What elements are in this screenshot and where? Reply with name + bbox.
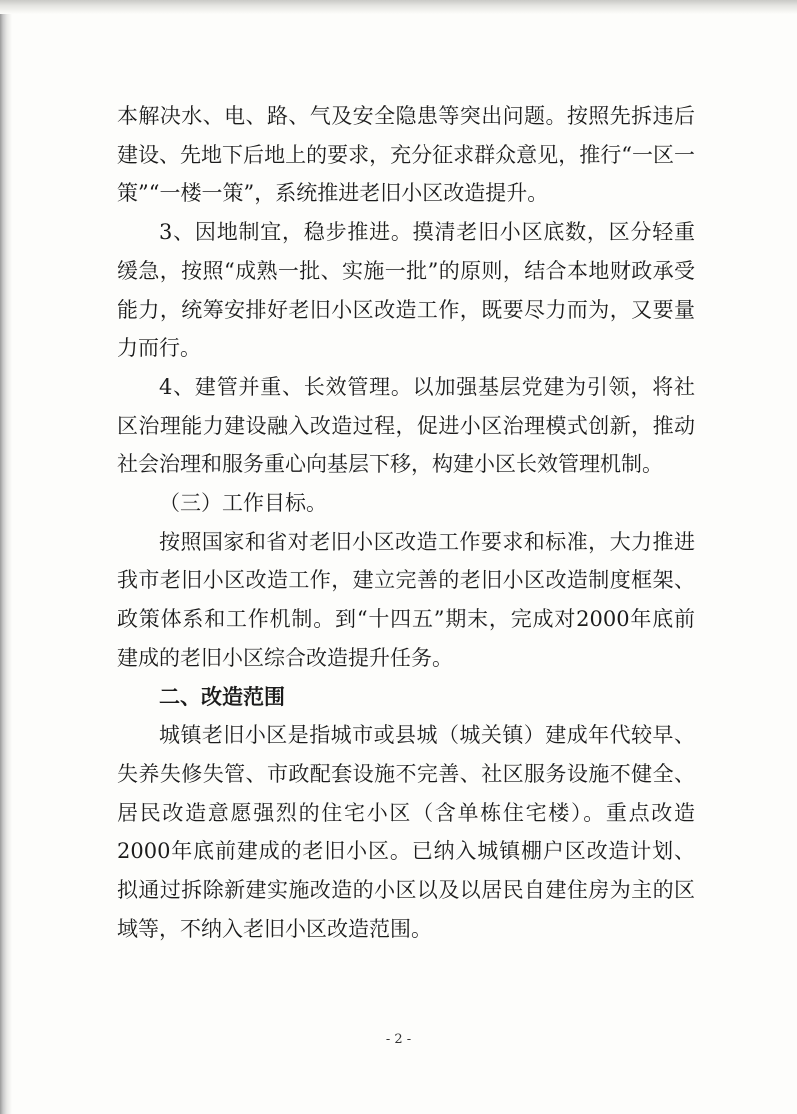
page-number: - 2 - (385, 1032, 412, 1047)
paragraph-principle-3: 3、因地制宜，稳步推进。摸清老旧小区底数，区分轻重缓急，按照“成熟一批、实施一批”的原则，结合本地财政承受能力，统筹安排好老旧小区改造工作，既要尽力而为，又要量力而行。 (117, 220, 695, 361)
document-body (117, 97, 695, 948)
paragraph-scope: 城镇老旧小区是指城市或县城（城关镇）建成年代较早、失养失修失管、市政配套设施不完善、社区服务设施不健全、居民改造意愿强烈的住宅小区（含单栋住宅楼）。重点改造2000年底前建成的老旧小区。已纳入城镇棚户区改造计划、拟通过拆除新建实施改造的小区以及以居民自建住房为主的区域等，不纳入老旧小区改造范围。 (117, 723, 695, 941)
section-heading-scope: 二、改造范围 (159, 683, 285, 709)
paragraph-work-goals: 按照国家和省对老旧小区改造工作要求和标准，大力推进我市老旧小区改造工作，建立完善的老旧小区改造制度框架、政策体系和工作机制。到“十四五”期末，完成对2000年底前建成的老旧小区综合改造提升任务。 (117, 529, 695, 670)
paragraph-principle-4: 4、建管并重、长效管理。以加强基层党建为引领，将社区治理能力建设融入改造过程，促进小区治理模式创新，推动社会治理和服务重心向基层下移，构建小区长效管理机制。 (117, 374, 695, 477)
scan-edge-top (0, 0, 797, 14)
scan-edge-left (0, 0, 12, 1114)
section-heading-work-goals: （三）工作目标。 (159, 491, 327, 516)
paragraph-continuation: 本解决水、电、路、气及安全隐患等突出问题。按照先拆违后建设、先地下后地上的要求，充分征求群众意见，推行“一区一策”“一楼一策”，系统推进老旧小区改造提升。 (117, 104, 695, 206)
